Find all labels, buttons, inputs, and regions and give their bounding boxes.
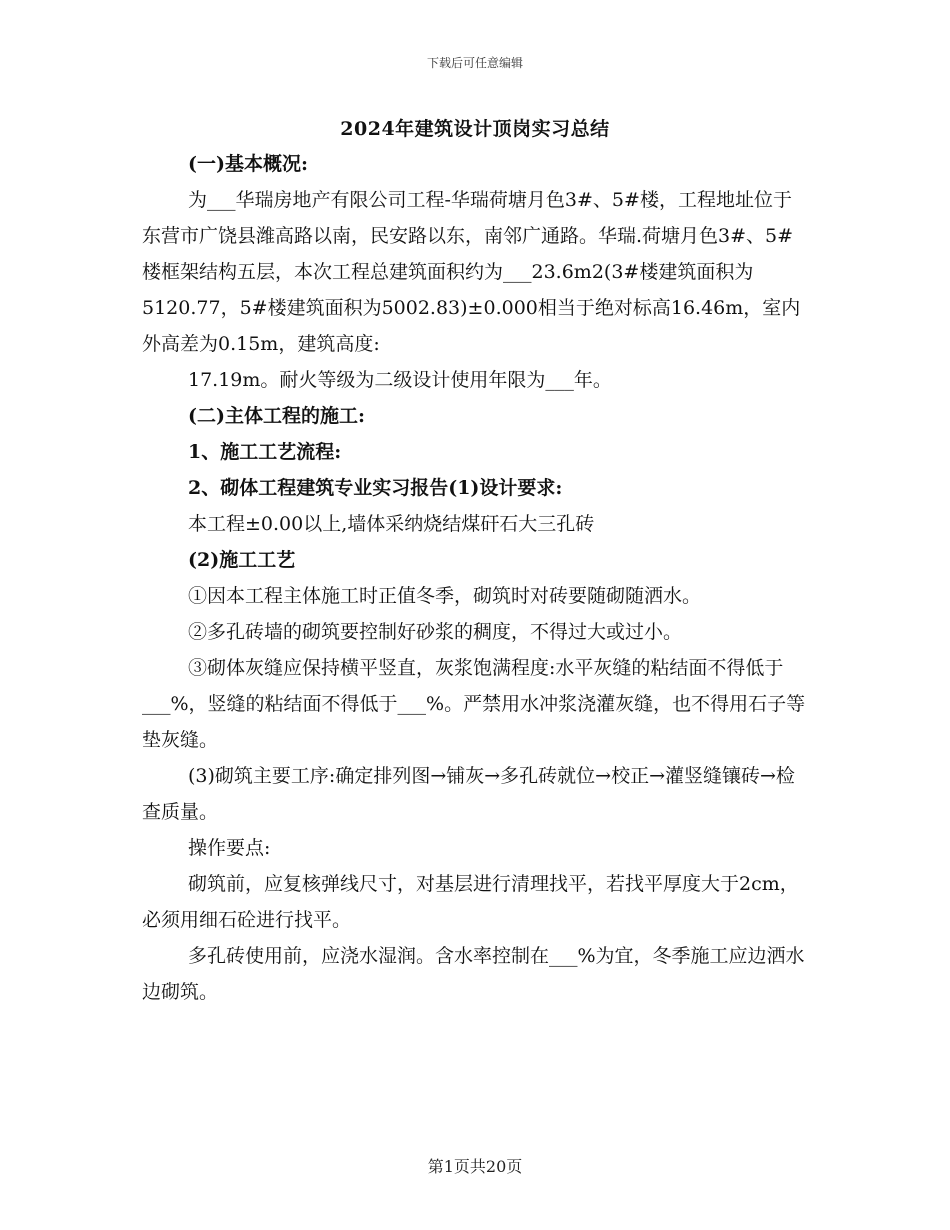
paragraph-pre-masonry-check: 砌筑前，应复核弹线尺寸，对基层进行清理找平，若找平厚度大于2cm，必须用细石砼进行找平。 bbox=[142, 873, 799, 931]
header-note: 下载后可任意编辑 bbox=[426, 56, 523, 70]
section-heading-main-construction: (二)主体工程的施工: bbox=[188, 405, 365, 427]
paragraph-operation-points-label: 操作要点: bbox=[188, 837, 271, 859]
section-heading-basic-overview: (一)基本概况: bbox=[188, 153, 308, 175]
list-item-winter-watering: ①因本工程主体施工时正值冬季，砌筑时对砖要随砌随洒水。 bbox=[188, 585, 702, 607]
subheading-masonry-requirements: 2、砌体工程建筑专业实习报告(1)设计要求: bbox=[188, 477, 563, 499]
list-item-mortar-joints: ③砌体灰缝应保持横平竖直，灰浆饱满程度:水平灰缝的粘结面不得低于___%，竖缝的粘结面不得低于___%。严禁用水冲浆浇灌灰缝，也不得用石子等垫灰缝。 bbox=[142, 657, 806, 751]
paragraph-fire-rating: 17.19m。耐火等级为二级设计使用年限为___年。 bbox=[188, 369, 612, 391]
list-item-mortar-consistency: ②多孔砖墙的砌筑要控制好砂浆的稠度，不得过大或过小。 bbox=[188, 621, 683, 643]
paragraph-wall-material: 本工程±0.00以上,墙体采纳烧结煤矸石大三孔砖 bbox=[188, 513, 595, 535]
paragraph-project-description: 为___华瑞房地产有限公司工程-华瑞荷塘月色3#、5#楼，工程地址位于东营市广饶县潍高路以南，民安路以东，南邻广通路。华瑞.荷塘月色3#、5#楼框架结构五层，本次工程总建筑面积约为___23.6m2(3#楼建筑面积为5120.77，5#楼建筑面积为5002.83)±0.000相当于绝对标高16.46m，室内外高差为0.15m，建筑高度: bbox=[142, 189, 801, 355]
paragraph-brick-wetting: 多孔砖使用前，应浇水湿润。含水率控制在___%为宜，冬季施工应边洒水边砌筑。 bbox=[142, 945, 805, 1003]
subheading-construction-technique: (2)施工工艺 bbox=[188, 549, 296, 571]
document-body bbox=[142, 146, 810, 1010]
page-number: 第1页共20页 bbox=[427, 1157, 523, 1176]
subheading-process-flow: 1、施工工艺流程: bbox=[188, 441, 342, 463]
document-title: 2024年建筑设计顶岗实习总结 bbox=[340, 118, 610, 140]
paragraph-main-procedures: (3)砌筑主要工序:确定排列图→铺灰→多孔砖就位→校正→灌竖缝镶砖→检查质量。 bbox=[142, 765, 795, 823]
